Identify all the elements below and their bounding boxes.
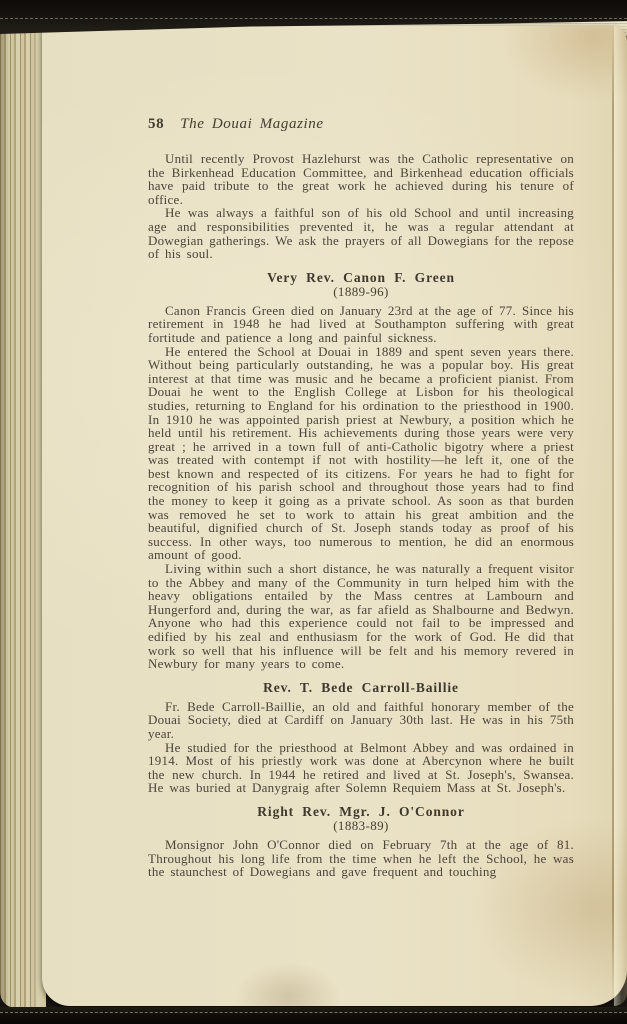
book-cover-bottom (0, 1007, 627, 1024)
paragraph: Until recently Provost Hazlehurst was the Catholic representative on the Birkenhead Education Committee, and Birkenhead education officials have paid tribute to the great work he achieved during his tenure of office. (148, 151, 574, 207)
page-gutter-crease (612, 26, 614, 1006)
obituaries-section (148, 270, 574, 879)
cover-top-scratch-line (0, 18, 627, 19)
obituary-paragraphs (148, 838, 574, 879)
paragraph: He studied for the priesthood at Belmont Abbey and was ordained in 1914. Most of his priestly work was done at Abercynon where he built the new church. In 1944 he retired and lived at St. Joseph's, Swansea. He was buried at Danygraig after Solemn Requiem Mass at St. Joseph's. (148, 739, 574, 796)
magazine-title: The Douai Magazine (180, 116, 324, 132)
obituary-paragraphs (148, 304, 574, 671)
running-header (148, 116, 574, 136)
obituary-section (148, 804, 574, 879)
page-gutter-highlight (614, 26, 627, 1006)
obituary-paragraphs (148, 700, 574, 795)
page-number: 58 (148, 116, 165, 132)
obituary-heading: Very Rev. Canon F. Green (267, 269, 455, 285)
paragraph: Monsignor John O'Connor died on February 7th at the age of 81. Throughout his long life from the time when he left the School, he was the staunchest of Dowegians and gave frequent and touching (148, 836, 574, 880)
cover-bottom-scuff-line (0, 1012, 627, 1013)
paragraph: He entered the School at Douai in 1889 and spent seven years there. Without being particularly outstanding, he was a popular boy. His great interest at that time was music and he became a proficient pianist. From Douai he went to the English College at Lisbon for his theological studies, returning to England for his ordination to the priesthood in 1900. In 1910 he was appointed parish priest at Newbury, a position which he held until his retirement. His achievements during those years were very great ; he arrived in a town full of anti-Catholic bigotry where a priest was treated with contempt if not with hostility—he left it, one of the best known and respected of its citizens. For years he had to fight for recognition of his parish school and throughout those years had to find the money to keep it going as a private school. As soon as that burden was removed he set to work to attain his great ambition and the beautiful, dignified church of St. Joseph stands today as proof of his success. In other ways, too numerous to mention, he did an enormous amount of good. (148, 343, 574, 563)
intro-section (148, 152, 574, 261)
magazine-page (42, 26, 627, 1006)
obituary-heading: Rev. T. Bede Carroll-Baillie (263, 679, 459, 695)
obituary-years: (1889-96) (333, 283, 389, 299)
paragraph: Canon Francis Green died on January 23rd at the age of 77. Since his retirement in 1948 he had lived at Southampton suffering with great fortitude and patience a long and painful sickness. (148, 302, 574, 345)
obituary-section (148, 680, 574, 795)
obituary-section (148, 270, 574, 671)
paragraph: Fr. Bede Carroll-Baillie, an old and faithful honorary member of the Douai Society, died at Cardiff on January 30th last. He was in his 75th year. (148, 698, 574, 741)
paragraph: Living within such a short distance, he was naturally a frequent visitor to the Abbey and many of the Community in turn helped him with the heavy obligations entailed by the Mass centres at Lambourn and Hungerford and, during the war, as far afield as Shalbourne and Bedwyn. Anyone who had this experience could not fail to be impressed and edified by his zeal and enthusiasm for the work of God. He did that work so well that his influence will be felt and his memory revered in Newbury for many years to come. (148, 561, 574, 672)
page-edges-left (0, 24, 46, 1008)
obituary-heading: Right Rev. Mgr. J. O'Connor (257, 803, 465, 819)
obituary-years: (1883-89) (333, 817, 389, 833)
paragraph: He was always a faithful son of his old School and until increasing age and responsibilities prevented it, he was a regular attendant at Dowegian gatherings. We ask the prayers of all Dowegians for the repose of his soul. (148, 205, 574, 262)
page-content (148, 26, 574, 879)
